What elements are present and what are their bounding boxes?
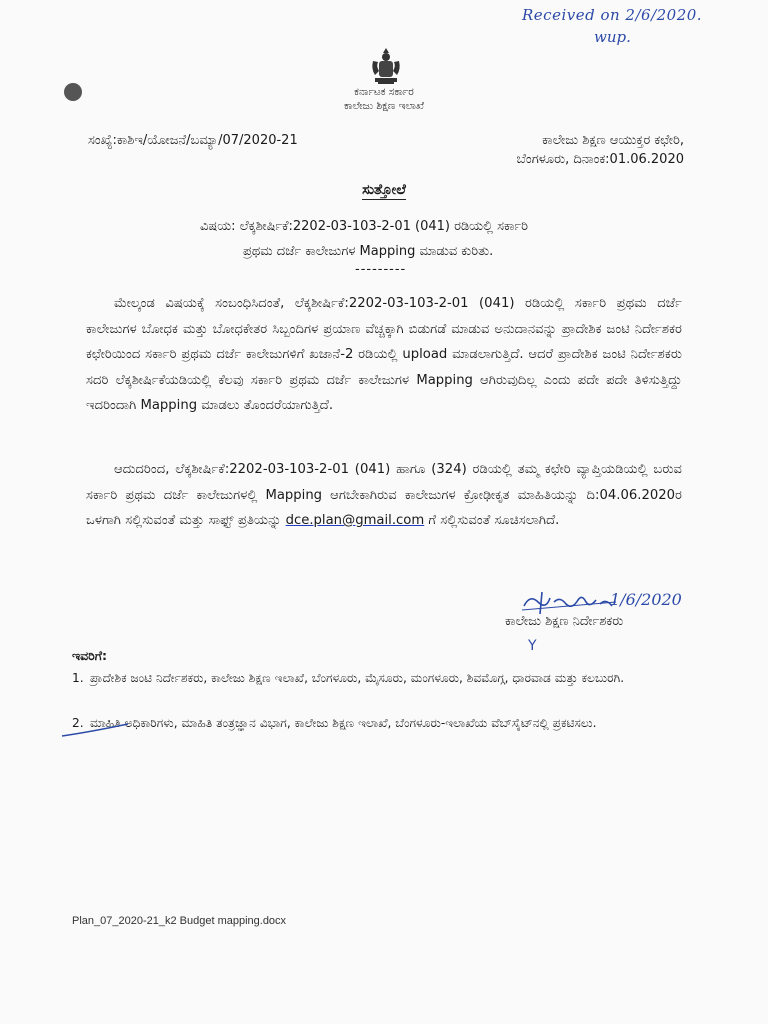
recipients-label: ಇವರಿಗೆ:: [72, 648, 108, 663]
signature-mark: Y: [528, 638, 537, 654]
office-place-date: ಬೆಂಗಳೂರು, ದಿನಾಂಕ:01.06.2020: [516, 152, 684, 167]
body-paragraph-1: ಮೇಲ್ಕಂಡ ವಿಷಯಕ್ಕೆ ಸಂಬಂಧಿಸಿದಂತೆ, ಲೆಕ್ಕಶೀರ್ಷಿಕೆ:2202-03-103-2-01 (041) ರಡಿಯಲ್ಲಿ ಸರ್ಕಾರಿ ಪ್ರಥಮ ದರ್ಜೆ ಕಾಲೇಜುಗಳ ಬೋಧಕ ಮತ್ತು ಬೋಧಕೇತರ ಸಿಬ್ಬಂದಿಗಳ ಪ್ರಯಾಣ ವೆಚ್ಚಕ್ಕಾಗಿ ಬಿಡುಗಡೆ ಮಾಡುವ ಅನುದಾನವನ್ನು ಪ್ರಾದೇಶಿಕ ಜಂಟಿ ನಿರ್ದೇಶಕರ ಕಛೇರಿಯಿಂದ ಸರ್ಕಾರಿ ಪ್ರಥಮ ದರ್ಜೆ ಕಾಲೇಜುಗಳಿಗೆ ಖಜಾನೆ-2 ರಡಿಯಲ್ಲಿ upload ಮಾಡಲಾಗುತ್ತಿದೆ. ಆದರೆ ಪ್ರಾದೇಶಿಕ ಜಂಟಿ ನಿರ್ದೇಶಕರು ಸದರಿ ಲೆಕ್ಕಶೀರ್ಷಿಕೆಯಡಿಯಲ್ಲಿ ಕೆಲವು ಸರ್ಕಾರಿ ಪ್ರಥಮ ದರ್ಜೆ ಕಾಲೇಜುಗಳ Mapping ಆಗಿರುವುದಿಲ್ಲ ಎಂದು ಪದೇ ಪದೇ ತಿಳಿಸುತ್ತಿದ್ದು ಇದರಿಂದಾಗಿ Mapping ಮಾಡಲು ತೊಂದರೆಯಾಗುತ್ತಿದೆ.: [86, 296, 682, 413]
reference-number: ಸಂಖ್ಯೆ:ಕಾಶಿಇ/ಯೋಜನೆ/ಬಮ್ಯಾ/07/2020-21: [88, 133, 298, 148]
file-name-footer: Plan_07_2020-21_k2 Budget mapping.docx: [72, 915, 287, 927]
pen-stroke-icon: [60, 720, 130, 740]
initials-note: wup.: [594, 28, 631, 46]
received-note: Received on 2/6/2020.: [522, 6, 703, 24]
signature-date: 1/6/2020: [610, 590, 682, 609]
recipient-number: 1.: [72, 671, 84, 685]
body-paragraph-2: [86, 457, 682, 534]
department-name: ಕಾಲೇಜು ಶಿಕ್ಷಣ ಇಲಾಖೆ: [343, 100, 425, 112]
office-name: ಕಾಲೇಜು ಶಿಕ್ಷಣ ಆಯುಕ್ತರ ಕಛೇರಿ,: [542, 133, 684, 148]
subject-separator: ---------: [355, 262, 407, 277]
subject-line-1: ವಿಷಯ: ಲೆಕ್ಕಶೀರ್ಷಿಕೆ:2202-03-103-2-01 (041) ರಡಿಯಲ್ಲಿ ಸರ್ಕಾರಿ: [200, 219, 529, 234]
state-emblem-icon: [365, 45, 407, 87]
government-name: ಕರ್ನಾಟಕ ಸರ್ಕಾರ: [354, 86, 414, 98]
body-paragraph-2-text: ಆದುದರಿಂದ, ಲೆಕ್ಕಶೀರ್ಷಿಕೆ:2202-03-103-2-01 (041) ಹಾಗೂ (324) ರಡಿಯಲ್ಲಿ ತಮ್ಮ ಕಛೇರಿ ವ್ಯಾಪ್ತಿಯಡಿಯಲ್ಲಿ ಬರುವ ಸರ್ಕಾರಿ ಪ್ರಥಮ ದರ್ಜೆ ಕಾಲೇಜುಗಳಲ್ಲಿ Mapping ಆಗಬೇಕಾಗಿರುವ ಕಾಲೇಜುಗಳ ಕ್ರೋಢೀಕೃತ ಮಾಹಿತಿಯನ್ನು ದಿ:04.06.2020ರ ಒಳಗಾಗಿ ಸಲ್ಲಿಸುವಂತೆ ಮತ್ತು ಸಾಫ್ಟ್ ಪ್ರತಿಯನ್ನು: [86, 462, 682, 528]
recipient-number: 2.: [72, 716, 84, 730]
recipient-text: ಪ್ರಾದೇಶಿಕ ಜಂಟಿ ನಿರ್ದೇಶಕರು, ಕಾಲೇಜು ಶಿಕ್ಷಣ ಇಲಾಖೆ, ಬೆಂಗಳೂರು, ಮೈಸೂರು, ಮಂಗಳೂರು, ಶಿವಮೊಗ್ಗ, ಧಾರವಾಡ ಮತ್ತು ಕಲಬುರಗಿ.: [90, 671, 625, 685]
director-designation: ಕಾಲೇಜು ಶಿಕ್ಷಣ ನಿರ್ದೇಶಕರು: [505, 614, 624, 629]
body-paragraph-2-end: ಗೆ ಸಲ್ಲಿಸುವಂತೆ ಸೂಚಿಸಲಾಗಿದೆ.: [424, 513, 560, 528]
circular-title-text: ಸುತ್ತೋಲೆ: [362, 182, 406, 198]
circular-title: [0, 182, 768, 198]
email-link[interactable]: dce.plan@gmail.com: [285, 513, 425, 528]
recipient-text: ಮಾಹಿತಿ ಅಧಿಕಾರಿಗಳು, ಮಾಹಿತಿ ತಂತ್ರಜ್ಞಾನ ವಿಭಾಗ, ಕಾಲೇಜು ಶಿಕ್ಷಣ ಇಲಾಖೆ, ಬೆಂಗಳೂರು-ಇಲಾಖೆಯ ವೆಬ್‌ಸೈಟ್‌ನಲ್ಲಿ ಪ್ರಕಟಿಸಲು.: [90, 716, 597, 730]
subject-line-2: ಪ್ರಥಮ ದರ್ಜೆ ಕಾಲೇಜುಗಳ Mapping ಮಾಡುವ ಕುರಿತು.: [243, 244, 494, 259]
